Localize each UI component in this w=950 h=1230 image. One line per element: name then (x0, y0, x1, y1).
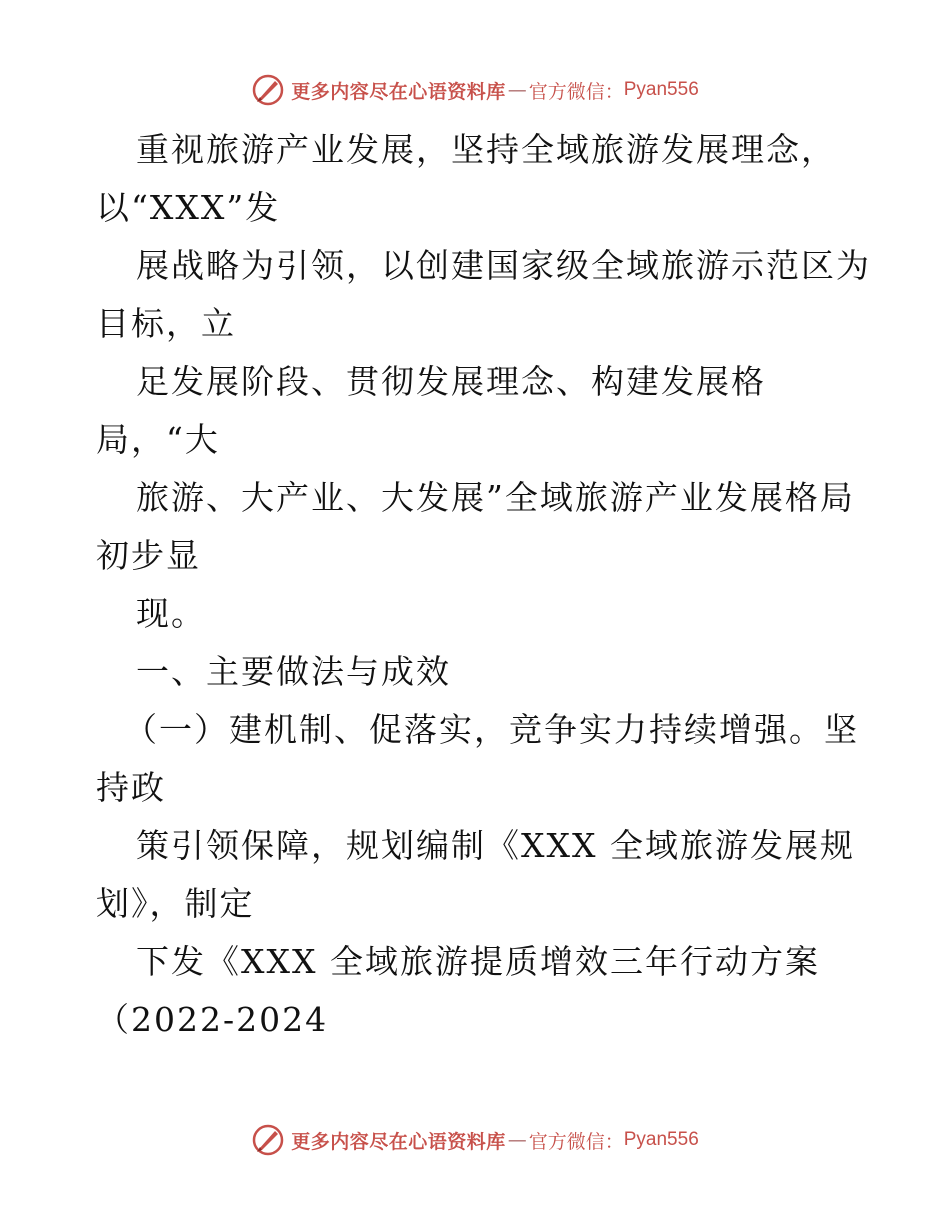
watermark-dash: — (507, 1129, 527, 1151)
text-line: （2022-2024 (96, 1000, 329, 1039)
text-line: 重视旅游产业发展，坚持全域旅游发展理念， (136, 130, 836, 169)
text-line: 旅游、大产业、大发展”全域旅游产业发展格局 (136, 478, 855, 517)
text-line: 以“XXX”发 (96, 188, 281, 227)
text-line: 目标，立 (96, 304, 236, 343)
text-line: 策引领保障，规划编制《XXX 全域旅游发展规 (136, 826, 855, 865)
watermark-wechat-id: Pyan556 (623, 79, 699, 100)
quill-pen-logo-icon (251, 1123, 285, 1157)
watermark-brand: 更多内容尽在心语资料库 (291, 1130, 506, 1153)
text-line: 下发《XXX 全域旅游提质增效三年行动方案 (136, 942, 820, 981)
text-line: 持政 (96, 768, 166, 807)
text-line: 局，“大 (96, 420, 220, 459)
text-line: 足发展阶段、贯彻发展理念、构建发展格 (136, 362, 766, 401)
footer-watermark (0, 1120, 950, 1160)
section-heading: 一、主要做法与成效 (136, 652, 451, 691)
subsection-heading: （一）建机制、促落实，竞争实力持续增强。坚 (124, 710, 859, 749)
watermark-label: 官方微信： (528, 80, 624, 103)
watermark-wechat-id: Pyan556 (623, 1129, 699, 1150)
text-line: 划》，制定 (96, 884, 255, 923)
text-line: 初步显 (96, 536, 201, 575)
text-line: 现。 (136, 594, 206, 633)
header-watermark (0, 70, 950, 110)
text-line: 展战略为引领，以创建国家级全域旅游示范区为 (136, 246, 871, 285)
watermark-label: 官方微信： (528, 1130, 624, 1153)
quill-pen-logo-icon (251, 73, 285, 107)
watermark-brand: 更多内容尽在心语资料库 (291, 80, 506, 103)
watermark-dash: — (507, 79, 527, 101)
